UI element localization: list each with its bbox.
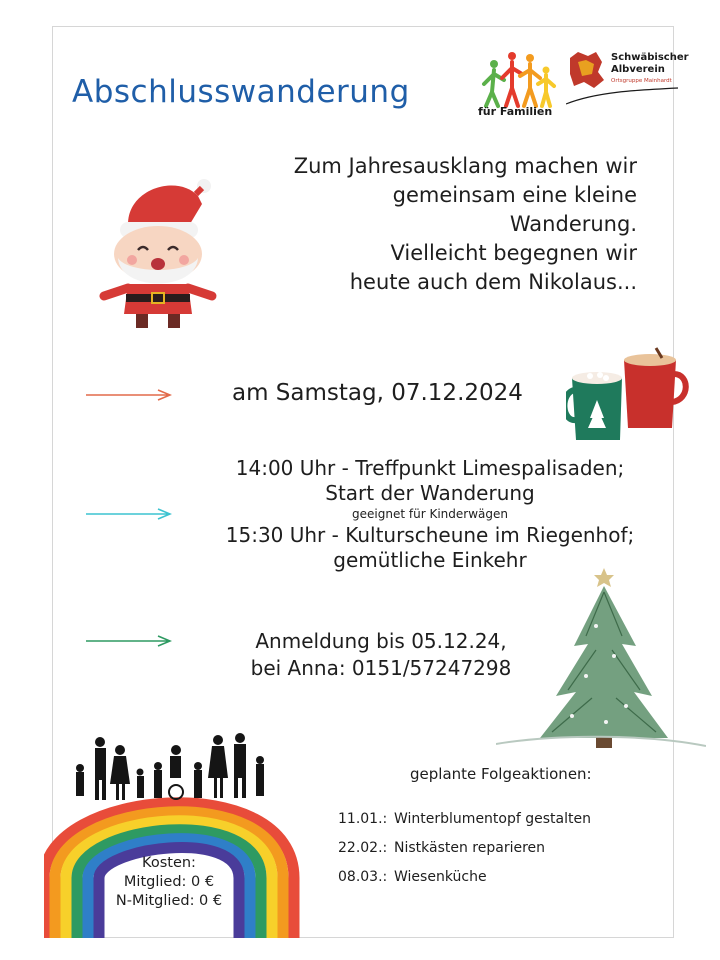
intro-text — [217, 152, 637, 297]
schedule-note: geeignet für Kinderwägen — [352, 507, 508, 521]
intro-line: Vielleicht begegnen wir — [390, 241, 637, 265]
arrow-icon — [86, 389, 172, 401]
intro-line: Zum Jahresausklang machen wir — [293, 154, 637, 178]
arrow-icon — [86, 635, 172, 647]
albverein-subtitle: Ortsgruppe Mainhardt — [611, 78, 672, 84]
schedule-line: 14:00 Uhr - Treffpunkt Limespalisaden; — [235, 456, 625, 480]
followup-text: Wiesenküche — [394, 869, 487, 885]
intro-line: heute auch dem Nikolaus... — [349, 270, 637, 294]
followup-date: 11.01.: — [338, 811, 388, 827]
costs-box — [104, 854, 234, 911]
christmas-tree-illustration — [496, 566, 706, 756]
followup-text: Winterblumentopf gestalten — [394, 811, 591, 827]
schedule-line: gemütliche Einkehr — [333, 548, 527, 572]
page-title: Abschlusswanderung — [72, 74, 410, 110]
albverein-name — [611, 52, 689, 76]
costs-member: Mitglied: 0 € — [123, 874, 215, 890]
followup-date: 08.03.: — [338, 869, 388, 885]
event-date: am Samstag, 07.12.2024 — [232, 380, 523, 406]
followup-text: Nistkästen reparieren — [394, 840, 546, 856]
santa-illustration — [98, 174, 220, 334]
intro-line: Wanderung. — [509, 212, 637, 236]
familien-label: für Familien — [478, 105, 553, 118]
arrow-icon — [86, 508, 172, 520]
followup-item — [338, 840, 545, 856]
mugs-illustration — [566, 344, 690, 444]
registration-line: Anmeldung bis 05.12.24, — [255, 629, 507, 653]
followup-item — [338, 811, 591, 827]
followups-heading: geplante Folgeaktionen: — [410, 765, 592, 783]
intro-line: gemeinsam eine kleine — [392, 183, 637, 207]
costs-non-member: N-Mitglied: 0 € — [115, 893, 223, 909]
followup-date: 22.02.: — [338, 840, 388, 856]
albverein-name-line2: Albverein — [611, 64, 665, 75]
schedule-line: 15:30 Uhr - Kulturscheune im Riegenhof; — [225, 523, 635, 547]
registration-line: bei Anna: 0151/57247298 — [250, 656, 512, 680]
followup-item — [338, 869, 487, 885]
schedule-line: Start der Wanderung — [325, 481, 535, 505]
albverein-name-line1: Schwäbischer — [611, 52, 689, 63]
costs-heading: Kosten: — [142, 855, 196, 871]
schedule — [200, 456, 660, 573]
